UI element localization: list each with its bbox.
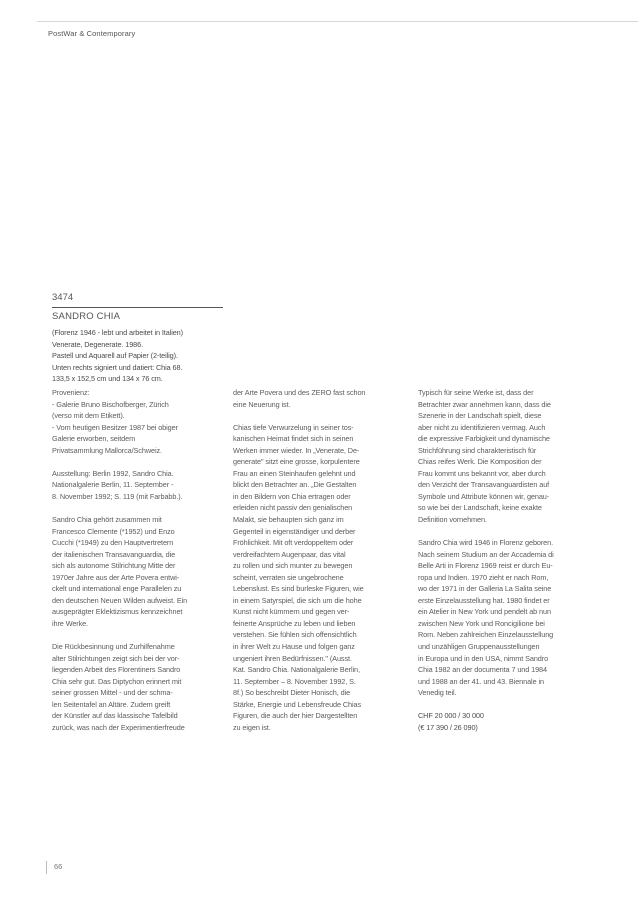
text-line: Typisch für seine Werke ist, dass der: [418, 388, 534, 397]
text-line: Die Rückbesinnung und Zurhilfenahme: [52, 642, 175, 652]
text-line: - Vom heutigen Besitzer 1987 bei obiger: [52, 422, 178, 432]
text-line: seiner grossen Mittel - und der schma-: [52, 688, 173, 698]
text-line: in den Bildern von Chia ertragen oder: [233, 491, 351, 501]
paragraph-gap: [52, 629, 225, 641]
text-line: liegenden Arbeit des Florentiners Sandro: [52, 665, 181, 675]
text-line: in einem Satyrspiel, die sich um die hohe: [233, 595, 362, 605]
text-line: eine Neuerung ist.: [233, 399, 291, 409]
artist-name: SANDRO CHIA: [52, 311, 121, 322]
text-line: verdreifachtem Augenpaar, das vital: [233, 549, 346, 559]
text-line: ihre Werke.: [52, 618, 89, 628]
text-line: aber nicht zu identifizieren vermag. Auch: [418, 422, 546, 432]
text-line: Lebenslust. Es sind burleske Figuren, wie: [233, 584, 364, 594]
footer-rule: [46, 861, 47, 874]
text-line: zwischen New York und Roncigilione bei: [418, 618, 545, 628]
text-line: Rom. Neben zahlreichen Einzelausstellung: [418, 630, 554, 640]
text-line: 8. November 1992; S. 119 (mit Farbabb.).: [52, 491, 183, 501]
text-line: generate" sitzt eine grosse, korpulentere: [233, 457, 360, 467]
text-line: ein Atelier in New York und pendelt ab nun: [418, 607, 551, 617]
text-line: wo der 1971 in der Galleria La Salita seine: [418, 584, 552, 594]
spacer: [418, 699, 598, 711]
text-line: in Europa und in den USA, nimmt Sandro: [418, 653, 549, 663]
work-details: [52, 327, 223, 385]
text-line: Fröhlichkeit. Mit oft verdoppeltem oder: [233, 538, 354, 548]
work-detail-line: Venerate, Degenerate. 1986.: [52, 339, 144, 349]
text-line: 8f.) So beschreibt Dieter Honisch, die: [233, 688, 351, 698]
text-line: (verso mit dem Etikett).: [52, 411, 125, 421]
paragraph-gap: [418, 526, 598, 538]
work-detail-line: Unten rechts signiert und datiert: Chia 68.: [52, 362, 183, 372]
text-line: Galerie erworben, seitdem: [52, 434, 136, 444]
text-line: zu rollen und sich munter zu bewegen: [233, 561, 353, 571]
text-line: den deutschen Neuen Wilden aufweist. Ein: [52, 595, 188, 605]
text-line: zurück, was nach der Experimentierfreude: [52, 722, 185, 732]
text-line: in ihrer Welt zu Hause und folgen ganz: [233, 642, 355, 652]
price-eur: (€ 17 390 / 26 090): [418, 722, 478, 732]
text-line: Nach seinem Studium an der Accademia di: [418, 549, 554, 559]
text-line: Werken immer wieder. In „Venerate, De-: [233, 445, 360, 455]
text-line: Chia 1982 an der documenta 7 und 1984: [418, 665, 547, 675]
text-line: Chias tiefe Verwurzelung in seiner tos-: [233, 422, 354, 432]
text-line: Kat. Sandro Chia. Nationalgalerie Berlin,: [233, 665, 360, 675]
text-line: verstehen. Sie fühlen sich offensichtlich: [233, 630, 357, 640]
price-estimate: [418, 710, 598, 733]
paragraph-gap: [52, 502, 225, 514]
text-column-1: [52, 387, 225, 733]
text-line: den Verzicht der Transavanguardisten auf: [418, 480, 550, 490]
text-line: zu eigen ist.: [233, 722, 271, 732]
section-title: PostWar & Contemporary: [48, 29, 136, 38]
text-line: Strichführung sind charakteristisch für: [418, 445, 537, 455]
text-line: sich als autonome Stilrichtung Mitte der: [52, 561, 176, 571]
work-detail-line: Pastell und Aquarell auf Papier (2-teilig).: [52, 351, 178, 361]
text-line: Provenienz:: [52, 388, 90, 397]
text-line: kanischen Heimat findet sich in seinen: [233, 434, 354, 444]
text-line: Sandro Chia wird 1946 in Florenz geboren.: [418, 538, 554, 548]
text-line: erste Einzelausstellung hat. 1980 findet er: [418, 595, 550, 605]
text-line: der Arte Povera und des ZERO fast schon: [233, 388, 366, 397]
text-column-2: [233, 387, 408, 733]
text-line: Frau an einen Steinhaufen gelehnt und: [233, 468, 356, 478]
text-line: Figuren, die auch der hier Dargestellten: [233, 711, 358, 721]
header-rule: [37, 21, 638, 22]
text-line: Symbole und Attribute können wir, genau-: [418, 491, 550, 501]
text-line: Belle Arti in Florenz 1969 reist er durch Eu-: [418, 561, 553, 571]
text-line: Kunst nicht kümmern und gegen ver-: [233, 607, 350, 617]
work-detail-line: 133,5 x 152,5 cm und 134 x 76 cm.: [52, 374, 163, 384]
text-line: Privatsammlung Mallorca/Schweiz.: [52, 445, 162, 455]
text-line: erleiden nicht passiv den genialischen: [233, 503, 353, 513]
text-line: Chias reifes Werk. Die Komposition der: [418, 457, 542, 467]
text-line: alter Stilrichtungen zeigt sich bei der vor-: [52, 653, 180, 663]
paragraph-gap: [52, 456, 225, 468]
text-line: Chia sehr gut. Das Diptychon erinnert mit: [52, 676, 182, 686]
work-detail-line: (Florenz 1946 - lebt und arbeitet in Italien): [52, 328, 183, 337]
text-line: scheint, verraten sie ungebrochene: [233, 572, 344, 582]
text-line: Szenerie in der Landschaft spielt, diese: [418, 411, 542, 421]
text-line: ckelt und international enge Parallelen zu: [52, 584, 182, 594]
text-line: 1970er Jahre aus der Arte Povera entwi-: [52, 572, 180, 582]
text-line: Frau kommt uns bekannt vor, aber durch: [418, 468, 546, 478]
lot-block: [52, 292, 223, 385]
text-line: so wie bei der Landschaft, keine exakte: [418, 503, 542, 513]
text-line: Sandro Chia gehört zusammen mit: [52, 515, 162, 525]
text-line: Malakt, sie behaupten sich ganz im: [233, 515, 344, 525]
text-line: der Künstler auf das klassische Tafelbild: [52, 711, 178, 721]
paragraph-gap: [233, 410, 408, 422]
text-line: ausgeprägter Eklektizismus kennzeichnet: [52, 607, 183, 617]
text-line: Stärke, Energie und Lebensfreude Chias: [233, 699, 362, 709]
page-number: 66: [54, 862, 63, 871]
text-line: Cucchi (*1949) zu den Hauptvertretern: [52, 538, 174, 548]
text-line: Betrachter zwar annehmen kann, dass die: [418, 399, 551, 409]
text-line: der italienischen Transavanguardia, die: [52, 549, 176, 559]
text-line: die expressive Farbigkeit und dynamische: [418, 434, 550, 444]
text-line: Venedig teil.: [418, 688, 457, 698]
text-line: Francesco Clemente (*1952) und Enzo: [52, 526, 175, 536]
text-line: - Galerie Bruno Bischofberger, Zürich: [52, 399, 169, 409]
text-line: und 1988 an der 41. und 43. Biennale in: [418, 676, 544, 686]
lot-number: 3474: [52, 292, 74, 303]
text-line: und unzähligen Gruppenausstellungen: [418, 642, 540, 652]
text-line: Gegenteil in eigenständiger und derber: [233, 526, 356, 536]
lot-divider: [52, 307, 223, 308]
text-line: ungeniert ihren Bedürfnissen." (Ausst.: [233, 653, 352, 663]
text-line: Ausstellung: Berlin 1992, Sandro Chia.: [52, 468, 174, 478]
column-3-body: [418, 387, 598, 699]
price-chf: CHF 20 000 / 30 000: [418, 711, 484, 721]
text-line: feinerte Ansprüche zu leben und lieben: [233, 618, 356, 628]
text-line: 11. September – 8. November 1992, S.: [233, 676, 356, 686]
text-line: blickt den Betrachter an. „Die Gestalten: [233, 480, 357, 490]
text-line: ropa und Indien. 1970 zieht er nach Rom,: [418, 572, 549, 582]
text-line: Definition vornehmen.: [418, 515, 487, 525]
text-line: len Seitentafel an Altäre. Zudem greift: [52, 699, 171, 709]
text-line: Nationalgalerie Berlin, 11. September -: [52, 480, 174, 490]
text-column-3: [418, 387, 598, 733]
